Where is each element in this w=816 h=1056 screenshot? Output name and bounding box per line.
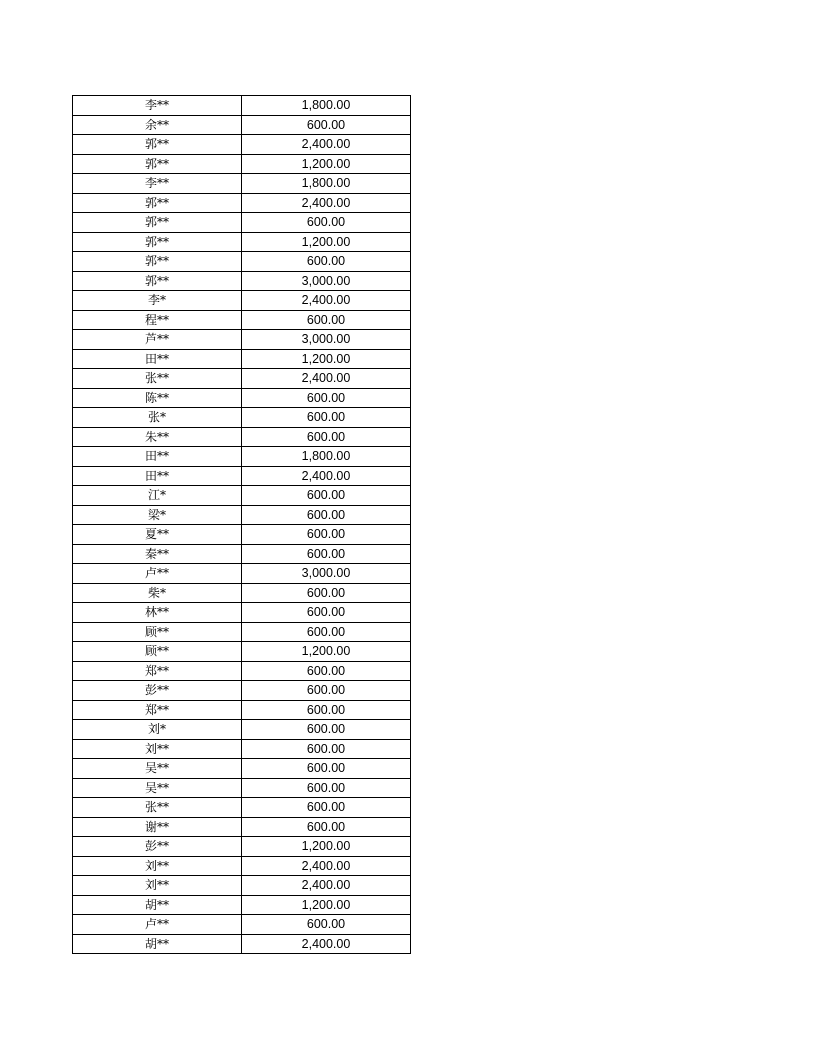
amount-cell: 600.00 — [242, 544, 411, 564]
amount-cell: 600.00 — [242, 817, 411, 837]
amount-cell: 1,800.00 — [242, 174, 411, 194]
name-cell: 夏** — [73, 525, 242, 545]
table-row — [73, 505, 411, 525]
table-row — [73, 739, 411, 759]
table-row — [73, 603, 411, 623]
name-cell: 刘** — [73, 856, 242, 876]
table-row — [73, 232, 411, 252]
amount-cell: 600.00 — [242, 603, 411, 623]
amount-cell: 600.00 — [242, 213, 411, 233]
amount-cell: 600.00 — [242, 778, 411, 798]
table-row — [73, 291, 411, 311]
table-body — [73, 96, 411, 954]
amount-cell: 600.00 — [242, 115, 411, 135]
amount-cell: 2,400.00 — [242, 876, 411, 896]
name-cell: 刘* — [73, 720, 242, 740]
table-row — [73, 934, 411, 954]
amount-cell: 1,800.00 — [242, 447, 411, 467]
data-table — [72, 95, 411, 954]
table-row — [73, 349, 411, 369]
name-cell: 张** — [73, 369, 242, 389]
amount-cell: 2,400.00 — [242, 934, 411, 954]
amount-cell: 600.00 — [242, 720, 411, 740]
amount-cell: 600.00 — [242, 661, 411, 681]
amount-cell: 1,200.00 — [242, 154, 411, 174]
name-cell: 田** — [73, 466, 242, 486]
name-cell: 田** — [73, 447, 242, 467]
amount-cell: 1,200.00 — [242, 837, 411, 857]
table-row — [73, 447, 411, 467]
table-row — [73, 310, 411, 330]
amount-cell: 3,000.00 — [242, 330, 411, 350]
table-row — [73, 700, 411, 720]
name-cell: 李* — [73, 291, 242, 311]
name-cell: 柴* — [73, 583, 242, 603]
name-cell: 程** — [73, 310, 242, 330]
name-cell: 郭** — [73, 271, 242, 291]
table-row — [73, 876, 411, 896]
name-cell: 顾** — [73, 642, 242, 662]
table-row — [73, 330, 411, 350]
table-row — [73, 895, 411, 915]
name-cell: 郭** — [73, 232, 242, 252]
table-row — [73, 154, 411, 174]
amount-cell: 600.00 — [242, 622, 411, 642]
amount-cell: 1,800.00 — [242, 96, 411, 116]
amount-cell: 600.00 — [242, 700, 411, 720]
amount-cell: 3,000.00 — [242, 271, 411, 291]
name-cell: 彭** — [73, 837, 242, 857]
amount-cell: 600.00 — [242, 427, 411, 447]
amount-cell: 600.00 — [242, 525, 411, 545]
table-row — [73, 661, 411, 681]
name-cell: 郭** — [73, 154, 242, 174]
amount-cell: 600.00 — [242, 681, 411, 701]
amount-cell: 600.00 — [242, 310, 411, 330]
table-row — [73, 915, 411, 935]
name-cell: 胡** — [73, 895, 242, 915]
name-cell: 田** — [73, 349, 242, 369]
amount-cell: 2,400.00 — [242, 291, 411, 311]
amount-cell: 600.00 — [242, 739, 411, 759]
table-row — [73, 798, 411, 818]
name-cell: 芦** — [73, 330, 242, 350]
name-cell: 吴** — [73, 778, 242, 798]
name-cell: 朱** — [73, 427, 242, 447]
name-cell: 林** — [73, 603, 242, 623]
name-cell: 张* — [73, 408, 242, 428]
amount-cell: 2,400.00 — [242, 193, 411, 213]
name-cell: 秦** — [73, 544, 242, 564]
table-row — [73, 388, 411, 408]
name-cell: 谢** — [73, 817, 242, 837]
table-row — [73, 642, 411, 662]
table-row — [73, 486, 411, 506]
name-cell: 李** — [73, 96, 242, 116]
amount-cell: 600.00 — [242, 505, 411, 525]
amount-cell: 600.00 — [242, 388, 411, 408]
table-row — [73, 213, 411, 233]
table-row — [73, 369, 411, 389]
table-row — [73, 466, 411, 486]
name-cell: 陈** — [73, 388, 242, 408]
amount-cell: 3,000.00 — [242, 564, 411, 584]
amount-cell: 1,200.00 — [242, 349, 411, 369]
name-cell: 刘** — [73, 876, 242, 896]
amount-cell: 1,200.00 — [242, 232, 411, 252]
amount-cell: 600.00 — [242, 915, 411, 935]
table-row — [73, 193, 411, 213]
name-cell: 郭** — [73, 213, 242, 233]
name-cell: 胡** — [73, 934, 242, 954]
amount-cell: 600.00 — [242, 759, 411, 779]
amount-cell: 600.00 — [242, 486, 411, 506]
table-row — [73, 427, 411, 447]
table-row — [73, 96, 411, 116]
table-row — [73, 564, 411, 584]
name-cell: 李** — [73, 174, 242, 194]
table-row — [73, 759, 411, 779]
amount-cell: 2,400.00 — [242, 856, 411, 876]
name-cell: 余** — [73, 115, 242, 135]
amount-cell: 1,200.00 — [242, 895, 411, 915]
name-cell: 顾** — [73, 622, 242, 642]
amount-cell: 600.00 — [242, 583, 411, 603]
table-row — [73, 622, 411, 642]
table-row — [73, 837, 411, 857]
table-row — [73, 525, 411, 545]
amount-cell: 2,400.00 — [242, 135, 411, 155]
name-cell: 郑** — [73, 661, 242, 681]
amount-cell: 600.00 — [242, 408, 411, 428]
amount-cell: 2,400.00 — [242, 369, 411, 389]
table-row — [73, 778, 411, 798]
table-row — [73, 817, 411, 837]
table-row — [73, 271, 411, 291]
name-cell: 刘** — [73, 739, 242, 759]
table-row — [73, 720, 411, 740]
name-cell: 梁* — [73, 505, 242, 525]
name-cell: 吴** — [73, 759, 242, 779]
name-cell: 郭** — [73, 193, 242, 213]
name-cell: 郑** — [73, 700, 242, 720]
amount-cell: 600.00 — [242, 252, 411, 272]
name-cell: 江* — [73, 486, 242, 506]
name-cell: 卢** — [73, 915, 242, 935]
table-row — [73, 681, 411, 701]
table-row — [73, 408, 411, 428]
table-row — [73, 174, 411, 194]
table-row — [73, 856, 411, 876]
name-cell: 张** — [73, 798, 242, 818]
name-cell: 卢** — [73, 564, 242, 584]
name-cell: 郭** — [73, 135, 242, 155]
table-row — [73, 135, 411, 155]
name-cell: 彭** — [73, 681, 242, 701]
amount-cell: 600.00 — [242, 798, 411, 818]
table-row — [73, 252, 411, 272]
name-cell: 郭** — [73, 252, 242, 272]
amount-cell: 1,200.00 — [242, 642, 411, 662]
table-row — [73, 583, 411, 603]
amount-cell: 2,400.00 — [242, 466, 411, 486]
table-row — [73, 544, 411, 564]
table-row — [73, 115, 411, 135]
